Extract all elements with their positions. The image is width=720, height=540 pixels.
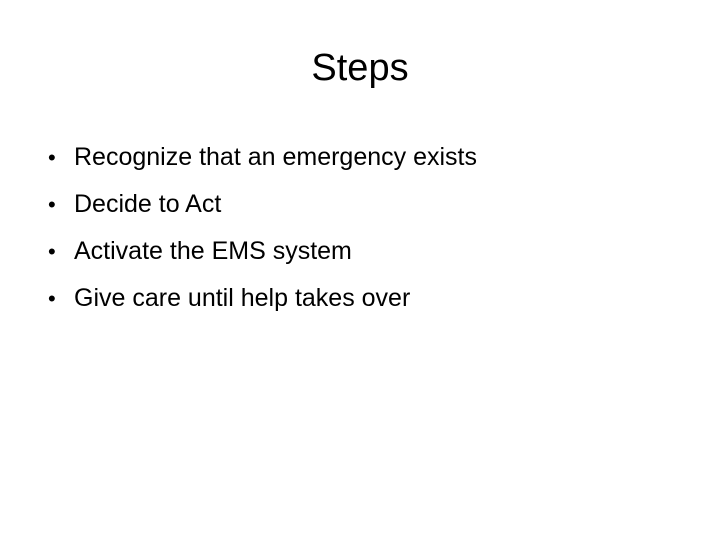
list-item-text: Activate the EMS system [74,237,352,265]
list-item [48,181,688,228]
list-item-text: Decide to Act [74,190,222,218]
list-item [48,134,688,181]
list-item [48,275,688,322]
list-item [48,228,688,275]
bullet-icon: • [48,286,56,311]
slide-title: Steps [311,47,409,89]
list-item-text: Give care until help takes over [74,284,411,312]
bullet-icon: • [48,145,56,170]
list-item-text: Recognize that an emergency exists [74,143,477,171]
bullet-icon: • [48,239,56,264]
bullet-icon: • [48,192,56,217]
bullet-list [48,134,688,322]
